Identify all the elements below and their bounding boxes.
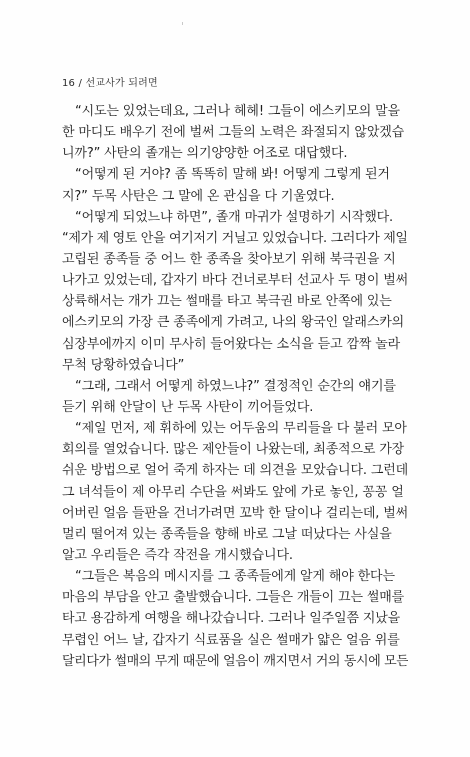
text-line: 나가고 있었는데, 갑자기 바다 건너로부터 선교사 두 명이 벌써: [62, 273, 408, 289]
text-line: “그래, 그래서 어떻게 하였느냐?” 결정적인 순간의 얘기를: [75, 378, 396, 394]
body-text: [62, 101, 408, 672]
text-line: 심장부에까지 이미 무사히 들어왔다는 소식을 듣고 깜짝 놀라: [62, 336, 401, 352]
text-line: 상륙해서는 개가 끄는 썰매를 타고 북극권 바로 안쪽에 있는: [62, 294, 392, 310]
text-line: 타고 용감하게 여행을 해나갔습니다. 그러나 일주일쯤 지났을: [62, 611, 401, 627]
text-line: “제가 제 영토 안을 여기저기 거닐고 있었습니다. 그러다가 제일: [62, 230, 408, 246]
text-line: 마음의 부담을 안고 출발했습니다. 그들은 개들이 끄는 썰매를: [62, 590, 405, 606]
text-line: 달리다가 썰매의 무게 때문에 얼음이 깨지면서 거의 동시에 모든: [62, 653, 408, 669]
text-line: 무척 당황하였습니다”: [62, 357, 185, 373]
text-line: 멀리 떨어져 있는 종족들을 향해 바로 그날 떠났다는 사실을: [62, 526, 392, 542]
text-line: “어떻게 되었느냐 하면”, 졸개 마귀가 설명하기 시작했다.: [75, 209, 394, 225]
running-head: 16 / 선교사가 되려면: [62, 78, 158, 89]
text-line: “어떻게 된 거야? 좀 똑똑히 말해 봐! 어떻게 그렇게 된거: [75, 167, 390, 183]
scan-mark: [182, 22, 183, 25]
text-line: “시도는 있었는데요, 그러나 헤헤! 그들이 에스키모의 말을: [75, 104, 400, 119]
text-line: 듣기 위해 안달이 난 두목 사탄이 끼어들었다.: [62, 399, 314, 415]
text-line: 쉬운 방법으로 얼어 죽게 하자는 데 의견을 모았습니다. 그런데: [62, 463, 408, 479]
text-line: 에스키모의 가장 큰 종족에게 가려고, 나의 왕국인 알래스카의: [62, 315, 405, 331]
text-line: 회의를 열었습니다. 많은 제안들이 나왔는데, 최종적으로 가장: [62, 442, 405, 458]
text-line: 그 녀석들이 제 아무리 수단을 써봐도 앞에 가로 놓인, 꽁꽁 얼: [62, 484, 404, 500]
text-line: “그들은 복음의 메시지를 그 종족들에게 알게 해야 한다는: [75, 569, 395, 585]
text-line: 한 마디도 배우기 전에 벌써 그들의 노력은 좌절되지 않았겠습: [62, 125, 405, 141]
text-line: “제일 먼저, 제 휘하에 있는 어두움의 무리들을 다 불러 모아: [75, 421, 407, 437]
text-line: 니까?” 사탄의 졸개는 의기양양한 어조로 대답했다.: [62, 146, 348, 162]
text-line: 어버린 얼음 들판을 건너가려면 꼬박 한 달이나 걸리는데, 벌써: [62, 505, 408, 521]
text-line: 고립된 종족들 중 어느 한 종족을 찾아보기 위해 북극권을 지: [62, 251, 396, 267]
text-line: 알고 우리들은 즉각 작전을 개시했습니다.: [62, 547, 293, 563]
text-line: 지?” 두목 사탄은 그 말에 온 관심을 다 기울였다.: [62, 188, 335, 204]
text-line: 무렵인 어느 날, 갑자기 식료품을 실은 썰매가 얇은 얼음 위를: [62, 632, 400, 648]
